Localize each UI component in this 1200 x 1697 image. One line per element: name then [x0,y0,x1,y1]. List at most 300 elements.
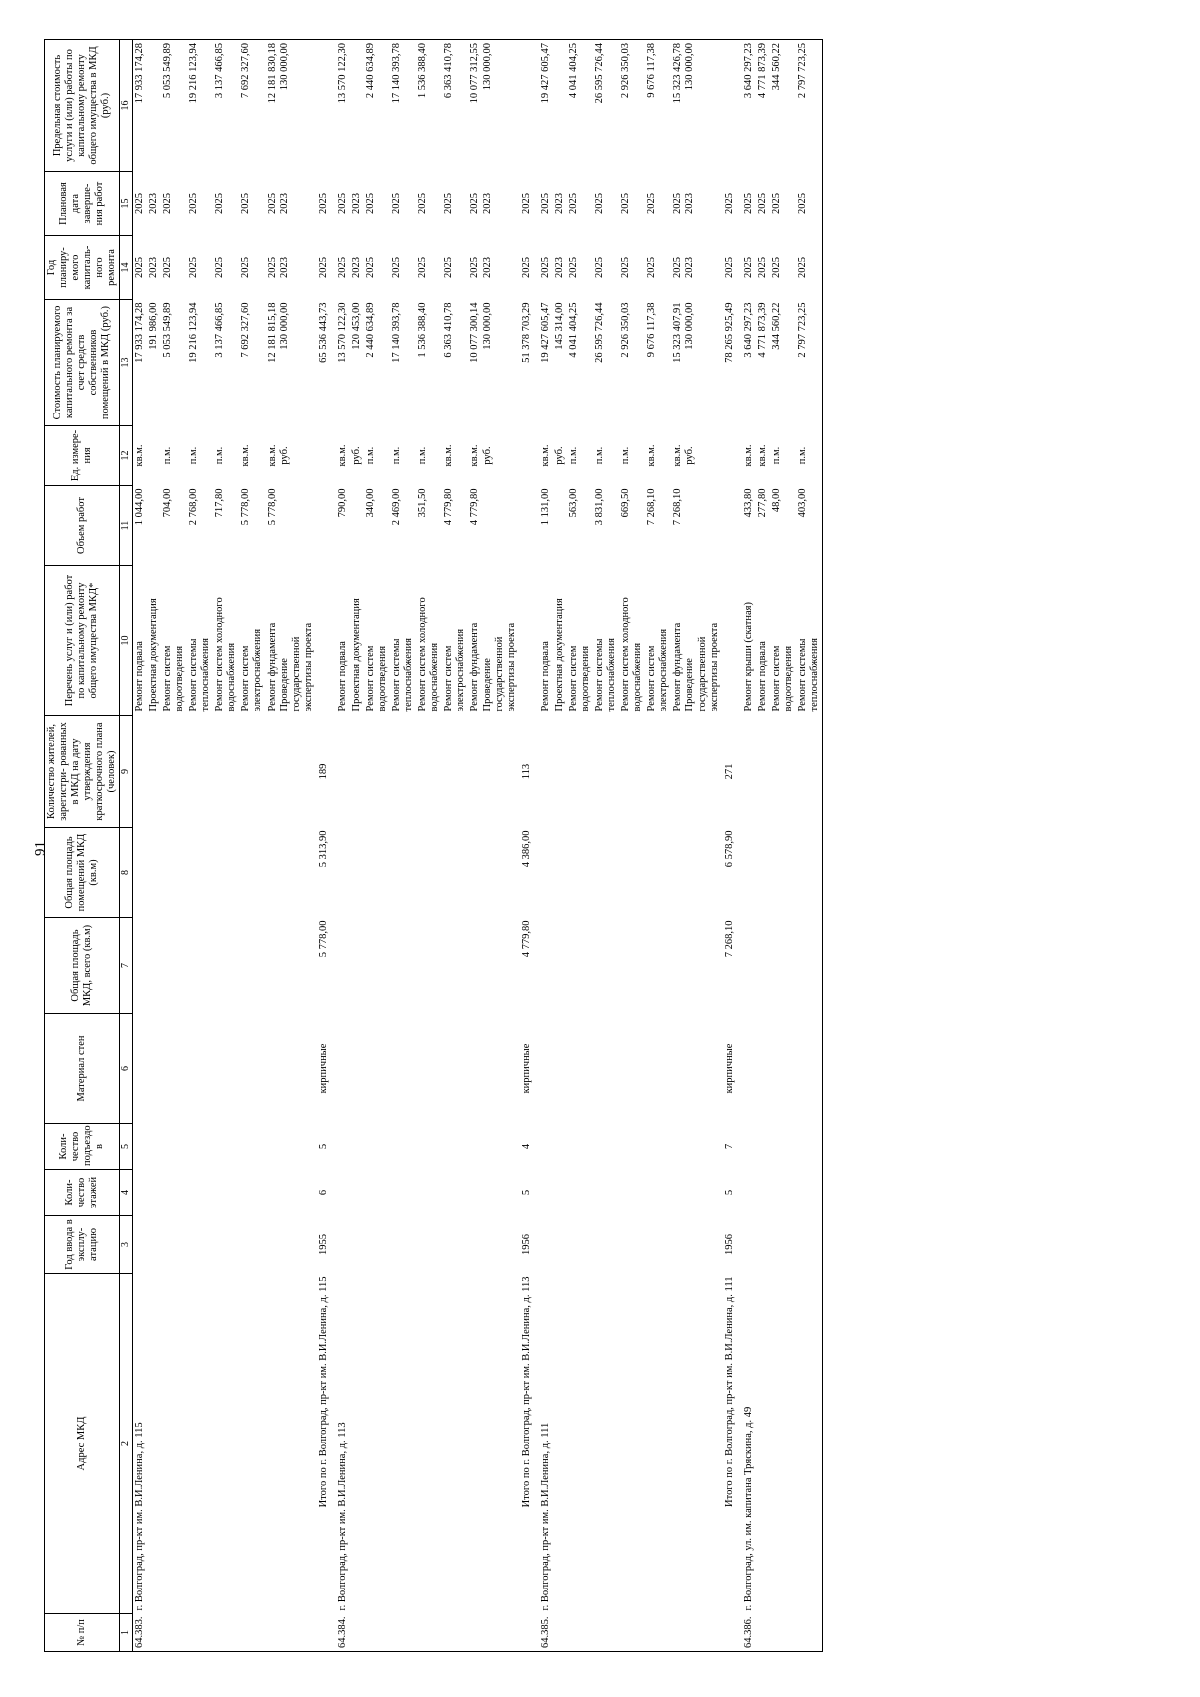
empty-cell [416,918,442,1014]
repair-year: 2025 [594,257,605,278]
repair-year: 2023 [147,257,159,278]
completion-date: 2025 [391,193,403,214]
planned-cost: 17 140 393,78 [391,302,403,363]
empty-cell [468,1274,518,1614]
empty-cell [364,828,390,918]
empty-cell [756,918,770,1014]
work-description: Ремонт систем холодного водоснабжения [417,597,441,712]
empty-cell [187,1014,213,1124]
column-header-12: Ед. измере- ния [45,426,120,486]
empty-cell [567,1274,593,1614]
empty-cell [187,1216,213,1274]
year-built: 1956 [723,1234,735,1255]
table-row [132,40,147,1652]
table-body [132,40,822,1652]
repair-year: 2025 [391,257,403,278]
work-description: Ремонт систем водоотведения [770,645,794,712]
empty-cell [796,918,823,1014]
empty-cell [553,1614,567,1652]
completion-date: 2025 [364,193,376,214]
limit-cost: 17 933 174,28 [132,40,147,172]
empty-cell [619,1124,645,1170]
empty-cell [722,486,742,566]
table-row [742,40,756,1652]
table-row [567,40,593,1652]
work-description: Ремонт системы теплоснабжения [188,638,212,712]
work-description: Ремонт системы теплоснабжения [796,566,823,716]
planned-cost: 13 570 122,30 [336,302,348,363]
work-description: Проектная документация [350,598,362,712]
empty-cell [567,1614,593,1652]
completion-date: 2025 [162,193,173,214]
empty-cell [671,918,721,1014]
empty-cell [770,1170,796,1216]
empty-cell [756,1170,770,1216]
empty-cell [350,716,364,828]
repair-year: 2025 [756,257,768,278]
limit-cost: 2 797 723,25 [796,40,823,172]
table-row [619,40,645,1652]
planned-cost: 4 771 873,39 [756,302,768,358]
empty-cell [213,1614,239,1652]
work-description: Ремонт фундамента Проведение государственной экспертизы проекта [469,622,517,712]
unit: п.м. [364,446,376,465]
repair-year: 2025 [770,257,782,278]
empty-cell [239,918,265,1014]
empty-cell [756,1124,770,1170]
empty-cell [239,828,265,918]
unit: кв.м. [742,444,754,467]
limit-cost: 4 771 873,39 [756,40,770,172]
empty-cell [553,1216,567,1274]
residents: 113 [520,763,532,780]
empty-cell [266,1216,316,1274]
empty-cell [266,918,316,1014]
capital-repair-table [44,39,823,1652]
empty-cell [645,1124,671,1170]
limit-cost: 26 595 726,44 [593,40,619,172]
floors: 6 [317,1189,329,1196]
repair-year: 2025 [539,257,551,278]
empty-cell [416,828,442,918]
work-description: Ремонт систем электроснабжения [240,628,264,712]
empty-cell [161,1614,187,1652]
column-number-5: 5 [120,1124,133,1170]
work-volume [553,486,567,566]
empty-cell [756,1274,770,1614]
table-row [756,40,770,1652]
address: г. Волгоград, пр-кт им. В.И.Ленина, д. 111 [539,1422,551,1611]
planned-cost: 9 676 117,38 [646,302,658,358]
empty-cell [593,1170,619,1216]
repair-year: 2025 [162,257,173,278]
column-number-6: 6 [120,1014,133,1124]
empty-cell [390,1216,416,1274]
empty-cell [553,918,567,1014]
completion-date: 2025 [620,193,632,214]
empty-cell [468,828,518,918]
column-header-8: Общая площадь помещений МКД (кв.м) [45,828,120,918]
work-volume: 4 779,80 [469,488,481,526]
empty-cell [619,1014,645,1124]
limit-cost: 2 440 634,89 [364,40,390,172]
entrances: 7 [723,1143,735,1150]
work-volume: 48,00 [770,488,782,513]
empty-cell [468,1170,518,1216]
completion-date: 2025 [742,193,754,214]
column-number-10: 10 [120,566,133,716]
repair-year: 2025 [336,257,348,278]
empty-cell [756,1216,770,1274]
planned-cost: 120 453,00 [350,302,362,350]
repair-year: 2025 2023 [672,257,696,278]
column-header-16: Предельная стоимость услуги и (или) работы по капитальному ремонту общего имущества в МКД (руб.) [45,40,120,172]
work-volume: 277,80 [756,488,768,518]
empty-cell [161,1216,187,1274]
empty-cell [796,1216,823,1274]
empty-cell [390,1170,416,1216]
work-description: Ремонт систем холодного водоснабжения [620,597,644,712]
planned-cost: 10 077 300,14 130 000,00 [469,302,493,363]
empty-cell [213,1216,239,1274]
completion-date: 2025 [417,193,429,214]
work-description: Ремонт подвала [756,641,768,712]
total-row [519,40,539,1652]
work-volume: 2 469,00 [391,488,403,526]
empty-cell [364,1614,390,1652]
repair-year: 2025 [133,257,145,278]
column-number-3: 3 [120,1216,133,1274]
row-number: 64.383. [132,1614,147,1652]
empty-cell [147,1014,161,1124]
empty-cell [742,1014,756,1124]
empty-cell [796,716,823,828]
limit-cost: 344 560,22 [770,40,796,172]
work-description: Ремонт системы теплоснабжения [594,638,618,712]
completion-date: 2025 [133,193,145,214]
empty-cell [213,918,239,1014]
total-cost: 65 536 443,73 [317,302,329,363]
limit-cost: 7 692 327,60 [239,40,265,172]
empty-cell [187,1124,213,1170]
empty-cell [567,1170,593,1216]
empty-cell [539,716,553,828]
empty-cell [213,1170,239,1216]
column-number-8: 8 [120,828,133,918]
repair-year: 2025 [417,257,429,278]
repair-year: 2025 2023 [469,257,493,278]
work-description: Проектная документация [147,598,159,712]
table-row [593,40,619,1652]
address: г. Волгоград, пр-кт им. В.И.Ленина, д. 113 [336,1422,348,1611]
table-row [796,40,823,1652]
completion-date: 2023 [350,193,362,214]
empty-cell [132,1124,147,1170]
empty-cell [671,1014,721,1124]
empty-cell [416,1124,442,1170]
planned-cost: 2 797 723,25 [796,300,823,426]
completion-date: 2025 [188,193,200,214]
empty-cell [213,1274,239,1614]
empty-cell [442,1014,468,1124]
wall-material: кирпичные [520,1043,532,1094]
empty-cell [593,1014,619,1124]
work-description: Ремонт систем водоотведения [162,645,186,712]
entrances: 5 [317,1143,329,1150]
empty-cell [722,40,742,172]
empty-cell [316,486,336,566]
empty-cell [161,716,187,828]
empty-cell [350,1274,364,1614]
repair-year: 2023 [350,257,362,278]
empty-cell [213,1124,239,1170]
table-row [468,40,518,1652]
empty-cell [350,828,364,918]
column-header-3: Год ввода в эксплу- атацию [45,1216,120,1274]
total-year: 2025 [520,257,532,278]
empty-cell [147,1274,161,1614]
rotated-table-container [44,40,1168,1652]
empty-cell [132,1014,147,1124]
row-number: 64.385. [539,1614,553,1652]
limit-cost: 12 181 830,18 130 000,00 [266,40,316,172]
empty-cell [442,1216,468,1274]
empty-cell [266,1124,316,1170]
work-description: Ремонт подвала [336,641,348,712]
empty-cell [187,1170,213,1216]
total-cost: 78 265 925,49 [723,302,735,363]
empty-cell [161,828,187,918]
unit: кв.м. [443,444,455,467]
work-volume: 563,00 [567,488,579,518]
unit: кв.м. [646,444,658,467]
empty-cell [147,1170,161,1216]
empty-cell [756,828,770,918]
unit: кв.м. [756,444,768,467]
empty-cell [132,918,147,1014]
empty-cell [553,1274,567,1614]
empty-cell [336,716,350,828]
work-volume: 1 131,00 [539,488,551,526]
planned-cost: 7 692 327,60 [240,302,252,358]
unit: кв.м. [336,444,348,467]
empty-cell [756,1014,770,1124]
empty-cell [796,1274,823,1614]
completion-date: 2025 [539,193,551,214]
empty-cell [390,1124,416,1170]
work-volume: 351,50 [417,488,429,518]
empty-cell [316,40,336,172]
empty-cell [336,1216,350,1274]
empty-cell [770,1614,796,1652]
limit-cost [147,40,161,172]
empty-cell [593,716,619,828]
column-number-16: 16 [120,40,133,172]
empty-cell [619,716,645,828]
work-description: Ремонт систем электроснабжения [443,628,467,712]
empty-cell [390,918,416,1014]
repair-year: 2025 [620,257,632,278]
completion-date: 2025 [594,193,605,214]
empty-cell [619,1274,645,1614]
empty-cell [519,486,539,566]
empty-cell [742,1124,756,1170]
unit: п.м. [162,446,173,465]
empty-cell [645,1216,671,1274]
total-date: 2025 [520,193,532,214]
empty-cell [567,716,593,828]
unit: кв.м. руб. [672,444,696,467]
empty-cell [619,918,645,1014]
empty-cell [336,918,350,1014]
empty-cell [316,426,336,486]
work-volume: 669,50 [620,488,632,518]
table-row [147,40,161,1652]
total-date: 2025 [723,193,735,214]
empty-cell [553,1014,567,1124]
row-number: 64.384. [336,1614,350,1652]
empty-cell [553,1124,567,1170]
empty-cell [539,1170,553,1216]
table-row [213,40,239,1652]
limit-cost: 17 140 393,78 [390,40,416,172]
empty-cell [187,918,213,1014]
empty-cell [213,716,239,828]
completion-date: 2025 [567,193,579,214]
column-number-row [120,40,133,1652]
empty-cell [266,1014,316,1124]
work-volume: 5 778,00 [240,488,252,526]
planned-cost: 19 427 605,47 [539,302,551,363]
empty-cell [266,1614,316,1652]
empty-cell [239,1170,265,1216]
empty-cell [213,828,239,918]
planned-cost: 15 323 407,91 130 000,00 [672,302,696,363]
year-built: 1956 [520,1234,532,1255]
unit: руб. [553,446,565,465]
empty-cell [239,1014,265,1124]
unit: п.м. [796,426,823,486]
empty-cell [147,1124,161,1170]
planned-cost: 12 181 815,18 130 000,00 [266,302,290,363]
empty-cell [645,828,671,918]
empty-cell [553,716,567,828]
empty-cell [364,918,390,1014]
empty-cell [147,1614,161,1652]
total-label: Итого по г. Волгоград, пр-кт им. В.И.Ленина, д. 115 [316,1274,336,1652]
year-built: 1955 [317,1234,329,1255]
empty-cell [742,918,756,1014]
empty-cell [796,1124,823,1170]
empty-cell [390,828,416,918]
empty-cell [593,1124,619,1170]
work-description: Ремонт систем электроснабжения [646,628,670,712]
empty-cell [147,828,161,918]
empty-cell [416,1614,442,1652]
column-header-1: № п/п [45,1614,120,1652]
limit-cost: 5 053 549,89 [161,40,187,172]
table-row [671,40,721,1652]
empty-cell [266,1170,316,1216]
completion-date: 2025 [336,193,348,214]
total-row [722,40,742,1652]
unit: п.м. [417,446,429,465]
work-volume: 7 268,10 [646,488,658,526]
header-row [45,40,120,1652]
planned-cost: 5 053 549,89 [162,302,173,358]
empty-cell [364,1274,390,1614]
empty-cell [770,1274,796,1614]
empty-cell [336,1124,350,1170]
empty-cell [671,1170,721,1216]
empty-cell [266,716,316,828]
planned-cost: 4 041 404,25 [567,302,579,358]
empty-cell [468,716,518,828]
empty-cell [132,716,147,828]
completion-date: 2025 2023 [266,193,290,214]
column-number-1: 1 [120,1614,133,1652]
unit: п.м. [567,446,579,465]
empty-cell [364,1170,390,1216]
repair-year: 2025 [443,257,455,278]
planned-cost: 26 595 726,44 [594,302,605,363]
empty-cell [416,1014,442,1124]
total-label: Итого по г. Волгоград, пр-кт им. В.И.Ленина, д. 113 [519,1274,539,1652]
empty-cell [671,716,721,828]
empty-cell [390,1014,416,1124]
planned-cost: 145 314,00 [553,302,565,350]
table-row [364,40,390,1652]
empty-cell [468,1014,518,1124]
completion-date: 2023 [147,193,159,214]
completion-date: 2025 [214,193,226,214]
empty-cell [187,1614,213,1652]
column-number-14: 14 [120,236,133,300]
empty-cell [567,828,593,918]
empty-cell [336,1014,350,1124]
empty-cell [742,716,756,828]
empty-cell [161,1014,187,1124]
repair-year: 2025 [214,257,226,278]
empty-cell [442,918,468,1014]
empty-cell [161,1124,187,1170]
limit-cost: 10 077 312,55 130 000,00 [468,40,518,172]
empty-cell [364,1014,390,1124]
floors: 5 [723,1189,735,1196]
planned-cost: 1 536 388,40 [417,302,429,358]
empty-cell [364,1124,390,1170]
completion-date: 2025 [770,193,782,214]
total-area: 5 778,00 [317,920,329,958]
empty-cell [770,918,796,1014]
unit: п.м. [620,446,632,465]
empty-cell [796,1614,823,1652]
empty-cell [567,1014,593,1124]
empty-cell [770,1216,796,1274]
table-row [553,40,567,1652]
work-volume: 403,00 [796,486,823,566]
empty-cell [390,716,416,828]
empty-cell [336,1170,350,1216]
planned-cost: 2 440 634,89 [364,302,376,358]
work-volume: 4 779,80 [443,488,455,526]
repair-year: 2025 [240,257,252,278]
work-description: Ремонт систем холодного водоснабжения [214,597,238,712]
empty-cell [539,1216,553,1274]
unit: кв.м. руб. [266,444,290,467]
work-volume: 340,00 [364,488,376,518]
empty-cell [468,918,518,1014]
